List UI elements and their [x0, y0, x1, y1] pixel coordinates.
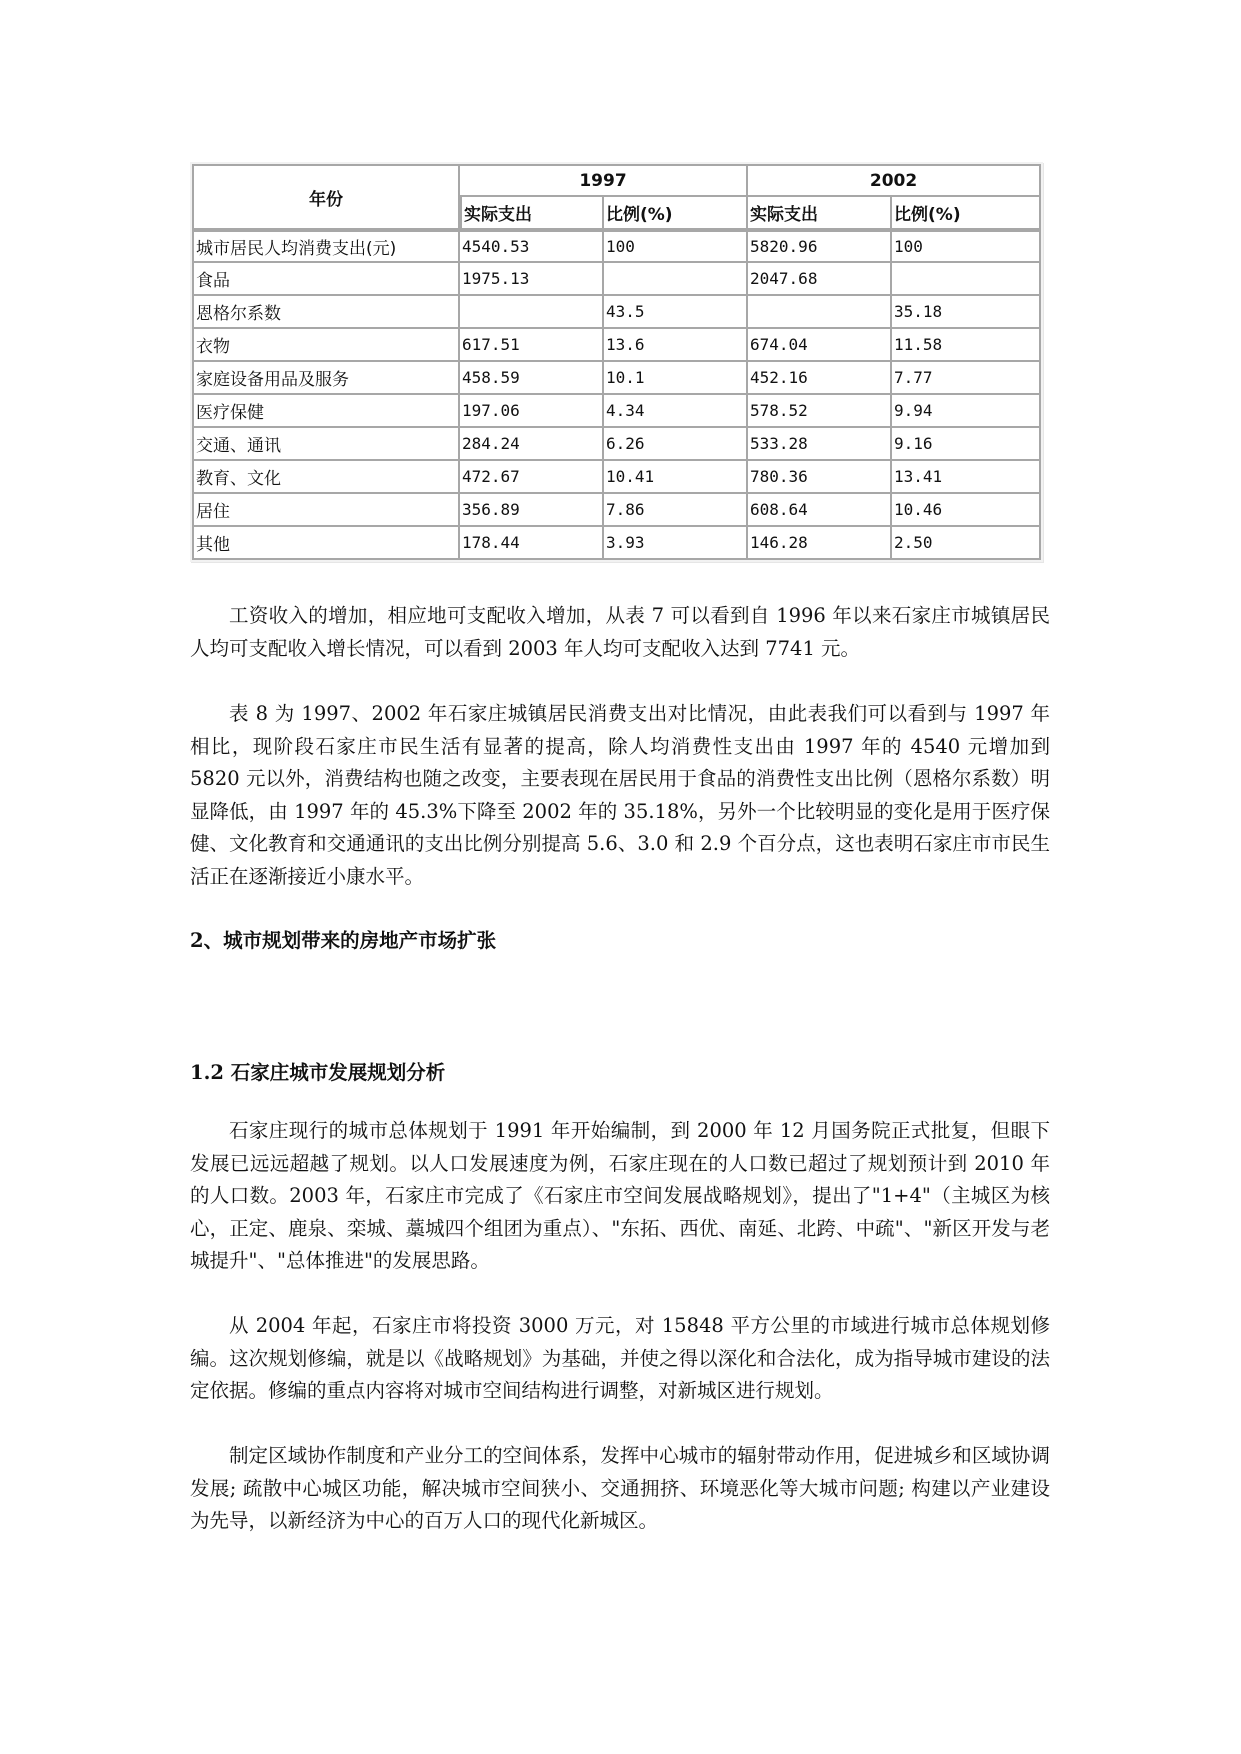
ratio-2002-cell: 13.41: [892, 461, 1041, 494]
row-label-cell: 衣物: [192, 329, 460, 362]
table-row: [192, 527, 1041, 560]
actual-1997-cell: 178.44: [460, 527, 604, 560]
actual-2002-cell: 452.16: [748, 362, 892, 395]
table-row: [192, 329, 1041, 362]
ratio-1997-cell: 7.86: [604, 494, 748, 527]
actual-2002-cell: [748, 296, 892, 329]
actual-1997-cell: 617.51: [460, 329, 604, 362]
ratio-1997-header: 比例(%): [604, 197, 748, 230]
ratio-1997-cell: 10.1: [604, 362, 748, 395]
row-label-cell: 教育、文化: [192, 461, 460, 494]
actual-2002-cell: 146.28: [748, 527, 892, 560]
row-label-cell: 恩格尔系数: [192, 296, 460, 329]
actual-2002-cell: 578.52: [748, 395, 892, 428]
actual-2002-cell: 533.28: [748, 428, 892, 461]
actual-1997-cell: 197.06: [460, 395, 604, 428]
ratio-2002-cell: 11.58: [892, 329, 1041, 362]
actual-1997-cell: 458.59: [460, 362, 604, 395]
subsection-heading: 1.2 石家庄城市发展规划分析: [190, 1061, 446, 1084]
table-row: [192, 296, 1041, 329]
table-row: [192, 395, 1041, 428]
ratio-2002-cell: 2.50: [892, 527, 1041, 560]
table-row: [192, 428, 1041, 461]
row-label-cell: 城市居民人均消费支出(元): [192, 230, 460, 263]
table-row: [192, 362, 1041, 395]
table-row: [192, 263, 1041, 296]
ratio-2002-cell: 9.94: [892, 395, 1041, 428]
ratio-1997-cell: 43.5: [604, 296, 748, 329]
actual-2002-cell: 780.36: [748, 461, 892, 494]
row-label-cell: 交通、通讯: [192, 428, 460, 461]
ratio-1997-cell: 4.34: [604, 395, 748, 428]
paragraph-planning: 石家庄现行的城市总体规划于 1991 年开始编制，到 2000 年 12 月国务院正式批复，但眼下发展已远远超越了规划。以人口发展速度为例，石家庄现在的人口数已超过了规划预计到 2010 年的人口数。2003 年，石家庄市完成了《石家庄市空间发展战略规划》，提出了"1+4"（主城区为核心，正定、鹿泉、栾城、藁城四个组团为重点）、"东拓、西优、南延、北跨、中疏"、"新区开发与老城提升"、"总体推进"的发展思路。: [190, 1119, 1050, 1272]
actual-2002-cell: 2047.68: [748, 263, 892, 296]
table-row: [192, 230, 1041, 263]
paragraph-income: 工资收入的增加，相应地可支配收入增加，从表 7 可以看到自 1996 年以来石家庄市城镇居民人均可支配收入增长情况，可以看到 2003 年人均可支配收入达到 7741 元。: [190, 604, 1050, 660]
consumption-table-frame: [190, 162, 1043, 562]
paragraph-consumption: 表 8 为 1997、2002 年石家庄城镇居民消费支出对比情况，由此表我们可以看到与 1997 年相比，现阶段石家庄市民生活有显著的提高，除人均消费性支出由 1997 年的 4540 元增加到 5820 元以外，消费结构也随之改变，主要表现在居民用于食品的消费性支出比例（恩格尔系数）明显降低，由 1997 年的 45.3%下降至 2002 年的 35.18%，另外一个比较明显的变化是用于医疗保健、文化教育和交通通讯的支出比例分别提高 5.6、3.0 和 2.9 个百分点，这也表明石家庄市市民生活正在逐渐接近小康水平。: [190, 702, 1050, 888]
year-header: 年份: [192, 164, 460, 230]
ratio-2002-cell: 7.77: [892, 362, 1041, 395]
ratio-1997-cell: 13.6: [604, 329, 748, 362]
row-label-cell: 家庭设备用品及服务: [192, 362, 460, 395]
ratio-2002-cell: 35.18: [892, 296, 1041, 329]
actual-2002-cell: 5820.96: [748, 230, 892, 263]
table-body: [192, 230, 1041, 560]
actual-1997-cell: 284.24: [460, 428, 604, 461]
paragraph-revision: 从 2004 年起，石家庄市将投资 3000 万元，对 15848 平方公里的市域进行城市总体规划修编。这次规划修编，就是以《战略规划》为基础，并使之得以深化和合法化，成为指导城市建设的法定依据。修编的重点内容将对城市空间结构进行调整，对新城区进行规划。: [190, 1314, 1050, 1402]
ratio-1997-cell: [604, 263, 748, 296]
actual-1997-header: 实际支出: [460, 197, 604, 230]
row-label-cell: 医疗保健: [192, 395, 460, 428]
ratio-1997-cell: 100: [604, 230, 748, 263]
actual-1997-cell: 356.89: [460, 494, 604, 527]
ratio-2002-cell: 9.16: [892, 428, 1041, 461]
ratio-2002-header: 比例(%): [892, 197, 1041, 230]
row-label-cell: 居住: [192, 494, 460, 527]
actual-1997-cell: 1975.13: [460, 263, 604, 296]
section-heading: 2、城市规划带来的房地产市场扩张: [190, 929, 497, 952]
row-label-cell: 食品: [192, 263, 460, 296]
row-label-cell: 其他: [192, 527, 460, 560]
actual-1997-cell: 472.67: [460, 461, 604, 494]
year-2002-header: 2002: [748, 164, 1041, 197]
table-row: [192, 461, 1041, 494]
ratio-1997-cell: 10.41: [604, 461, 748, 494]
ratio-2002-cell: 10.46: [892, 494, 1041, 527]
table-header-row: [192, 164, 1041, 197]
actual-2002-header: 实际支出: [748, 197, 892, 230]
ratio-2002-cell: [892, 263, 1041, 296]
table-row: [192, 494, 1041, 527]
actual-1997-cell: 4540.53: [460, 230, 604, 263]
year-1997-header: 1997: [460, 164, 748, 197]
ratio-1997-cell: 6.26: [604, 428, 748, 461]
consumption-table: [192, 164, 1041, 560]
actual-2002-cell: 608.64: [748, 494, 892, 527]
paragraph-regional: 制定区域协作制度和产业分工的空间体系，发挥中心城市的辐射带动作用，促进城乡和区域协调发展; 疏散中心城区功能，解决城市空间狭小、交通拥挤、环境恶化等大城市问题; 构建以产业建设为先导，以新经济为中心的百万人口的现代化新城区。: [190, 1444, 1050, 1532]
ratio-2002-cell: 100: [892, 230, 1041, 263]
ratio-1997-cell: 3.93: [604, 527, 748, 560]
actual-1997-cell: [460, 296, 604, 329]
actual-2002-cell: 674.04: [748, 329, 892, 362]
